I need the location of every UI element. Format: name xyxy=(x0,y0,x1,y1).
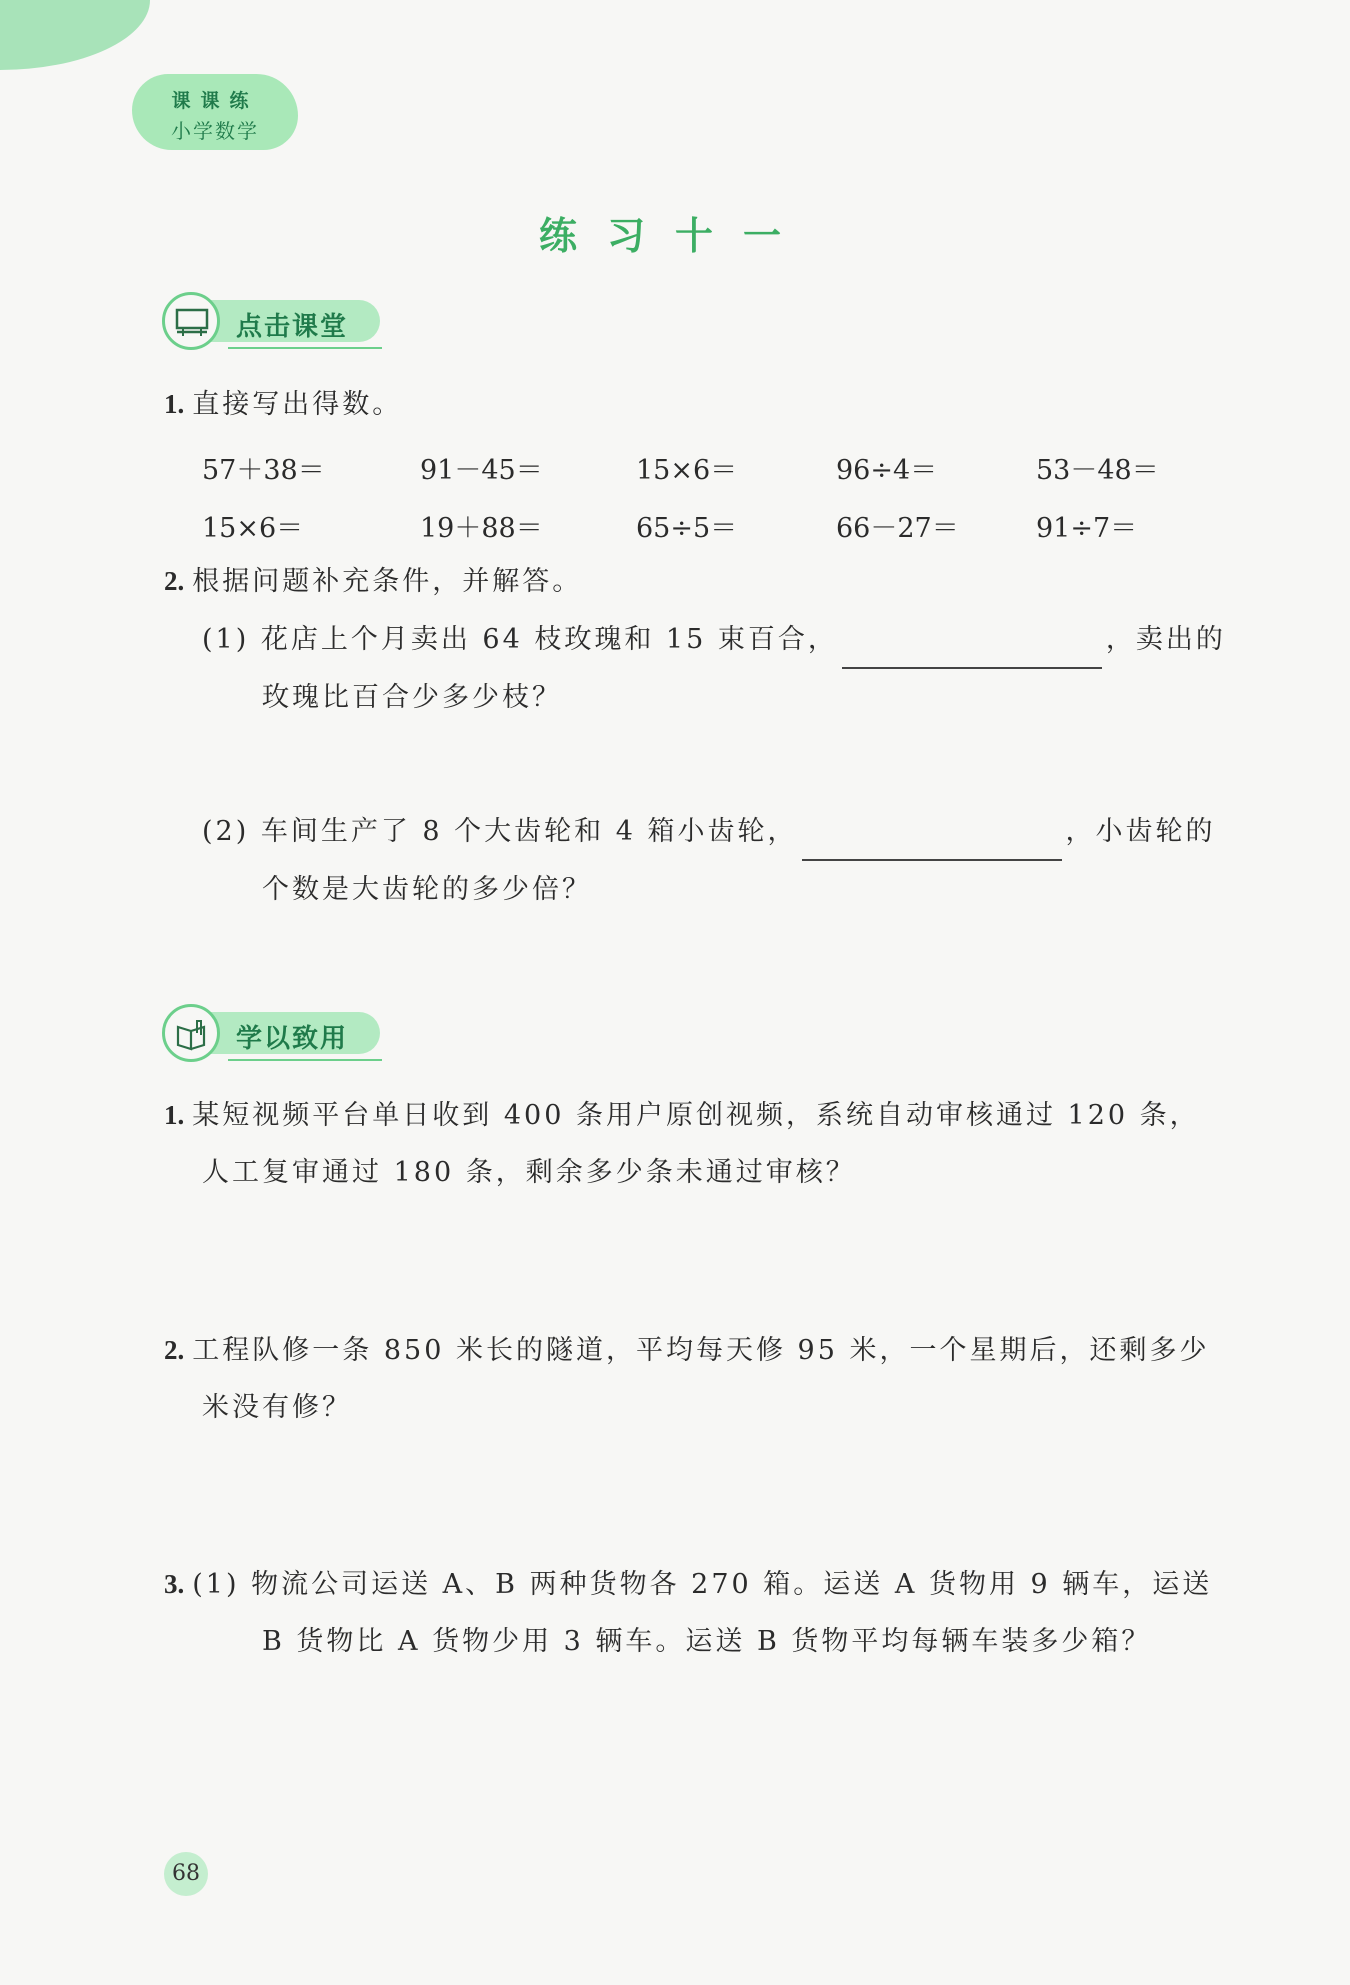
application-question-3-line2: B 货物比 A 货物少用 3 辆车。运送 B 货物平均每辆车装多少箱？ xyxy=(262,1626,1152,1657)
sub-question-text: (2) 车间生产了 8 个大齿轮和 4 箱小齿轮， xyxy=(202,816,798,847)
question-text: 某短视频平台单日收到 400 条用户原创视频，系统自动审核通过 120 条， xyxy=(192,1100,1200,1131)
application-question-1 xyxy=(164,1086,1200,1145)
question-text: (1) 物流公司运送 A、B 两种货物各 270 箱。运送 A 货物用 9 辆车，运送 xyxy=(192,1569,1213,1600)
book-hand-icon xyxy=(162,1004,220,1062)
calc-item: 65÷5＝ xyxy=(636,513,738,544)
page-title: 练习十一 xyxy=(538,214,811,258)
sub-question-1-line2: 玫瑰比百合少多少枝？ xyxy=(262,682,562,713)
question-number: 3. xyxy=(164,1569,185,1599)
question-text: 根据问题补充条件，并解答。 xyxy=(192,566,583,597)
sub-question-text-cont: ，卖出的 xyxy=(1105,624,1226,655)
calc-item: 15×6＝ xyxy=(202,513,304,544)
application-question-2-line2: 米没有修？ xyxy=(202,1392,352,1423)
section-underline xyxy=(228,1059,382,1061)
section-tab-application xyxy=(162,1004,382,1062)
calc-row-1 xyxy=(202,448,1202,488)
sub-question-2 xyxy=(202,803,1216,861)
section-label: 点击课堂 xyxy=(236,312,349,342)
series-badge xyxy=(132,74,298,150)
calc-item: 19＋88＝ xyxy=(420,513,543,544)
question-number: 1. xyxy=(164,389,185,419)
calc-item: 57＋38＝ xyxy=(202,455,325,486)
sub-question-text: (1) 花店上个月卖出 64 枝玫瑰和 15 束百合， xyxy=(202,624,838,655)
question-text: 直接写出得数。 xyxy=(192,389,403,420)
question-number: 2. xyxy=(164,1335,185,1365)
sub-question-1 xyxy=(202,611,1226,669)
question-text: 工程队修一条 850 米长的隧道，平均每天修 95 米，一个星期后，还剩多少 xyxy=(192,1335,1210,1366)
section-label: 学以致用 xyxy=(236,1024,349,1054)
calc-row-2 xyxy=(202,506,1202,546)
question-number: 2. xyxy=(164,566,185,596)
calc-item: 53－48＝ xyxy=(1036,455,1159,486)
application-question-3 xyxy=(164,1555,1212,1614)
question-2-supplement xyxy=(164,552,582,611)
sub-question-text-cont: ，小齿轮的 xyxy=(1065,816,1216,847)
calc-item: 91－45＝ xyxy=(420,455,543,486)
series-subject: 小学数学 xyxy=(171,119,259,143)
calc-item: 66－27＝ xyxy=(836,513,959,544)
application-question-1-line2: 人工复审通过 180 条，剩余多少条未通过审核？ xyxy=(202,1157,856,1188)
answer-blank[interactable] xyxy=(842,637,1102,669)
classroom-board-icon xyxy=(162,292,220,350)
section-tab-classroom xyxy=(162,292,382,350)
question-number: 1. xyxy=(164,1100,185,1130)
calc-item: 96÷4＝ xyxy=(836,455,938,486)
calc-item: 91÷7＝ xyxy=(1036,513,1138,544)
application-question-2 xyxy=(164,1321,1209,1380)
sub-question-2-line2: 个数是大齿轮的多少倍？ xyxy=(262,874,592,905)
question-1-direct-calc xyxy=(164,375,402,434)
page-number: 68 xyxy=(164,1852,208,1896)
answer-blank[interactable] xyxy=(802,829,1062,861)
series-name: 课课练 xyxy=(171,90,259,112)
corner-decoration xyxy=(0,0,150,70)
calc-item: 15×6＝ xyxy=(636,455,738,486)
section-underline xyxy=(228,347,382,349)
